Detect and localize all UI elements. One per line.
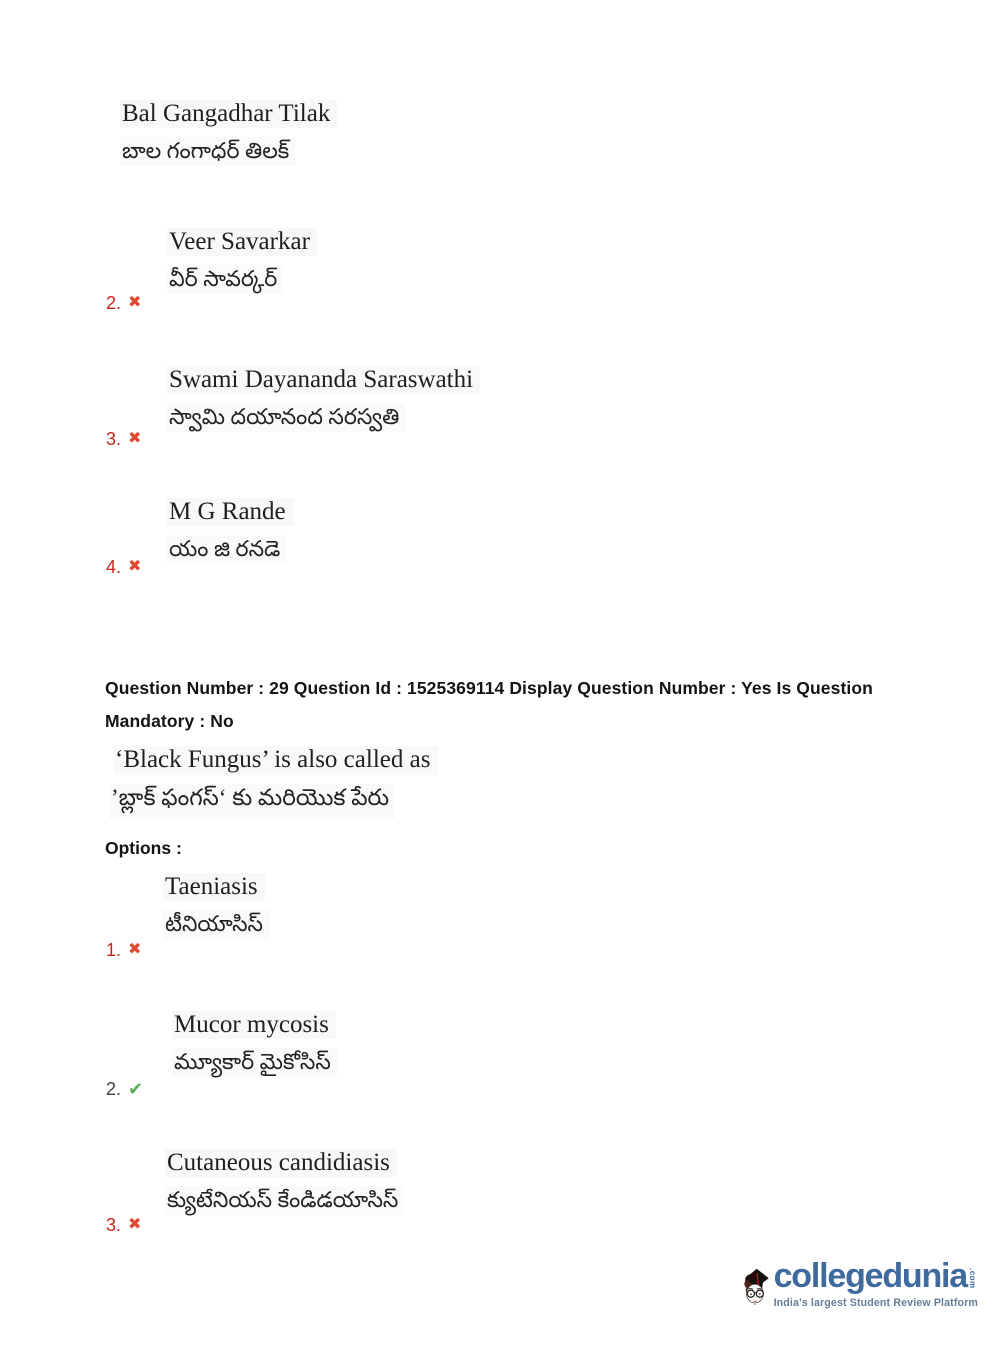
- brand-tld: .com: [968, 1268, 978, 1289]
- prev-option-2: [106, 228, 317, 313]
- option-telugu-text: వీర్ సావర్కర్: [169, 266, 278, 291]
- option-marker: [106, 941, 141, 959]
- option-marker: [106, 294, 141, 312]
- question-english-text: ‘Black Fungus’ is also called as: [113, 746, 438, 775]
- option-telugu-text: క్యుటేనియస్ కేండిడయాసిస్: [167, 1187, 399, 1212]
- option-number: 2.: [106, 293, 122, 313]
- question-telugu-text: ’బ్లాక్ ఫంగస్‘ కు మరియొక పేరు: [111, 785, 390, 810]
- option-marker: [106, 430, 141, 448]
- option-english-text: Taeniasis: [163, 873, 265, 901]
- question-text: [113, 746, 438, 819]
- option-number: 3.: [106, 1215, 122, 1235]
- option-telugu-text: బాల గంగాధర్ తిలక్: [122, 138, 290, 163]
- option-2: [106, 1011, 337, 1099]
- question-meta: [105, 672, 905, 738]
- wrong-answer-icon: ✖: [128, 430, 142, 447]
- option-number: 2.: [106, 1079, 122, 1099]
- option-telugu-text: మ్యూకార్ మైకోసిస్: [174, 1049, 331, 1074]
- option-english-text: Veer Savarkar: [167, 228, 317, 256]
- option-marker: [106, 558, 141, 576]
- options-label: Options :: [105, 838, 182, 858]
- prev-option-4: [106, 498, 293, 577]
- prev-option-3: [106, 366, 480, 449]
- question-meta-line2: Mandatory : No: [105, 711, 234, 731]
- option-marker: [106, 1216, 141, 1234]
- option-marker: [106, 1080, 143, 1098]
- option-number: 1.: [106, 940, 122, 960]
- question-meta-line1: Question Number : 29 Question Id : 1525369114 Display Question Number : Yes Is Question: [105, 678, 873, 698]
- option-number: 4.: [106, 557, 122, 577]
- option-english-text: Cutaneous candidiasis: [165, 1149, 397, 1177]
- option-english-text: Swami Dayananda Saraswathi: [167, 366, 480, 394]
- wrong-answer-icon: ✖: [128, 294, 142, 311]
- collegedunia-logo: [742, 1244, 978, 1334]
- option-english-text: M G Rande: [167, 498, 293, 526]
- wrong-answer-icon: ✖: [128, 558, 142, 575]
- wrong-answer-icon: ✖: [128, 941, 142, 958]
- option-3: [106, 1149, 404, 1235]
- wrong-answer-icon: ✖: [128, 1216, 142, 1233]
- brand-tagline: India's largest Student Review Platform: [773, 1297, 978, 1309]
- prev-option-1: [120, 100, 337, 166]
- collegedunia-mascot-icon: [742, 1244, 770, 1330]
- option-telugu-text: టీనియాసిస్: [165, 911, 263, 936]
- option-telugu-text: స్వామి దయానంద సరస్వతి: [169, 404, 400, 429]
- option-1: [106, 873, 269, 960]
- correct-answer-icon: ✔: [128, 1079, 144, 1099]
- brand-wordmark: collegedunia: [773, 1257, 968, 1295]
- option-english-text: Bal Gangadhar Tilak: [120, 100, 337, 128]
- option-english-text: Mucor mycosis: [172, 1011, 336, 1039]
- option-number: 3.: [106, 429, 122, 449]
- option-telugu-text: యం జి రనడె: [169, 536, 281, 561]
